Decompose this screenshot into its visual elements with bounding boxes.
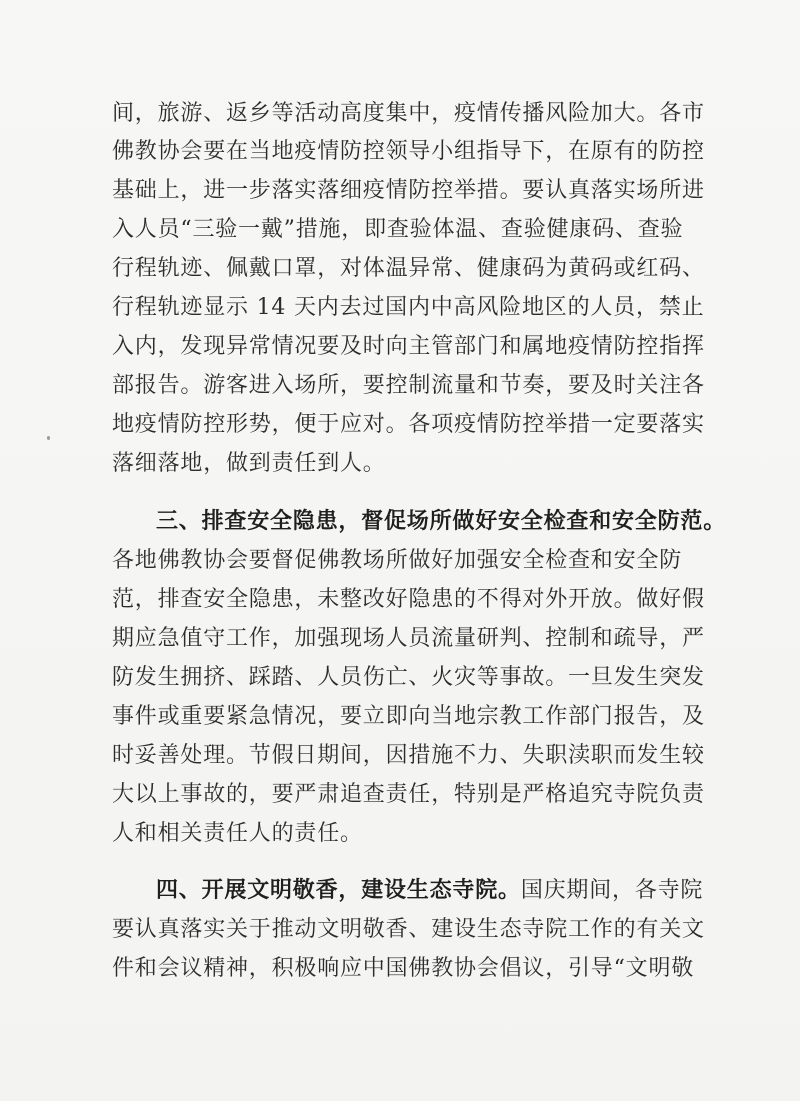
text-line: 大以上事故的，要严肃追查责任，特别是严格追究寺院负责 bbox=[112, 782, 705, 807]
section-heading-4: 四、开展文明敬香，建设生态寺院。国庆期间，各寺院 bbox=[156, 878, 704, 903]
text-line: 防发生拥挤、踩踏、人员伤亡、火灾等事故。一旦发生突发 bbox=[112, 665, 705, 690]
text-line: 佛教协会要在当地疫情防控领导小组指导下，在原有的防控 bbox=[112, 139, 705, 164]
text-line: 件和会议精神，积极响应中国佛教协会倡议，引导“文明敬 bbox=[112, 956, 695, 981]
text-line: 基础上，进一步落实落细疫情防控举措。要认真落实场所进 bbox=[112, 178, 705, 203]
text-line: 要认真落实关于推动文明敬香、建设生态寺院工作的有关文 bbox=[112, 917, 705, 942]
scan-speck bbox=[47, 436, 50, 440]
text-line: 时妥善处理。节假日期间，因措施不力、失职渎职而发生较 bbox=[112, 743, 705, 768]
text-line: 间，旅游、返乡等活动高度集中，疫情传播风险加大。各市 bbox=[112, 101, 705, 126]
text-line: 地疫情防控形势，便于应对。各项疫情防控举措一定要落实 bbox=[112, 412, 705, 437]
text-line: 行程轨迹显示 14 天内去过国内中高风险地区的人员，禁止 bbox=[112, 295, 705, 320]
text-line: 入内，发现异常情况要及时向主管部门和属地疫情防控指挥 bbox=[112, 334, 705, 359]
text-line: 入人员“三验一戴”措施，即查验体温、查验健康码、查验 bbox=[112, 217, 684, 242]
heading-text: 三、排查安全隐患，督促场所做好安全检查和安全防范。 bbox=[156, 509, 727, 534]
text-line: 期应急值守工作，加强现场人员流量研判、控制和疏导，严 bbox=[112, 626, 705, 651]
section-heading-3 bbox=[156, 502, 727, 542]
text-line: 部报告。游客进入场所，要控制流量和节奏，要及时关注各 bbox=[112, 373, 705, 398]
text-line: 各地佛教协会要督促佛教场所做好加强安全检查和安全防 bbox=[112, 548, 683, 573]
text-line: 落细落地，做到责任到人。 bbox=[112, 451, 386, 476]
text-line: 人和相关责任人的责任。 bbox=[112, 821, 363, 846]
text-line: 行程轨迹、佩戴口罩，对体温异常、健康码为黄码或红码、 bbox=[112, 256, 705, 281]
text-line: 范，排查安全隐患，未整改好隐患的不得对外开放。做好假 bbox=[112, 587, 705, 612]
text-line: 事件或重要紧急情况，要立即向当地宗教工作部门报告，及 bbox=[112, 704, 705, 729]
heading-text: 四、开展文明敬香，建设生态寺院。 bbox=[156, 878, 521, 903]
